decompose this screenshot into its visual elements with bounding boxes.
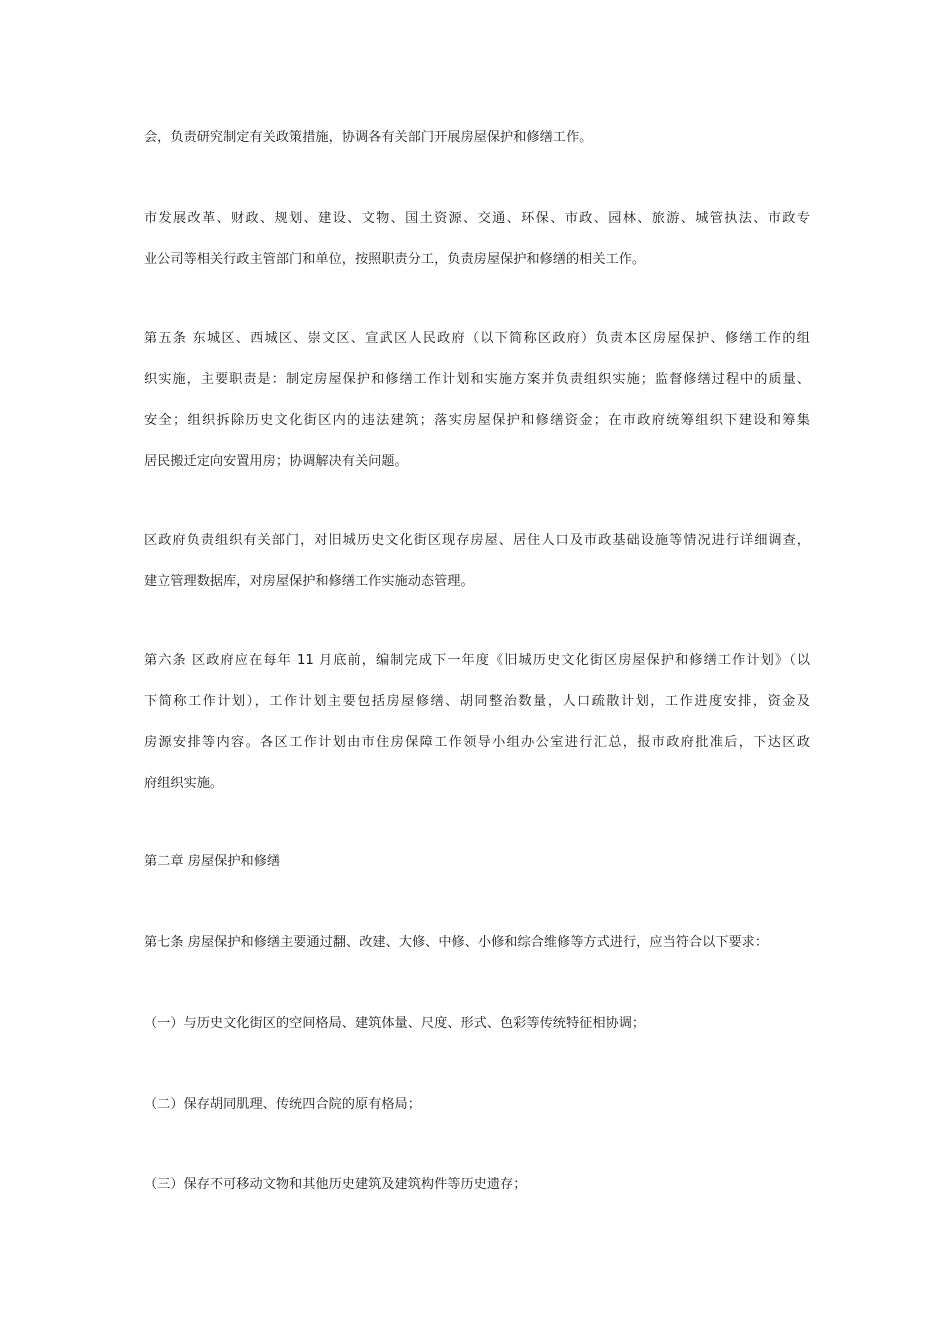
paragraph-line: 府组织实施。 xyxy=(144,776,224,791)
paragraph-line: 区政府负责组织有关部门，对旧城历史文化街区现存房屋、居住人口及市政基础设施等情况进行详细调查， xyxy=(144,533,810,548)
paragraph-line: 市发展改革、财政、规划、建设、文物、国土资源、交通、环保、市政、园林、旅游、城管执法、市政专 xyxy=(144,211,810,226)
paragraph-line: 第五条 东城区、西城区、崇文区、宣武区人民政府（以下简称区政府）负责本区房屋保护、修缮工作的组 xyxy=(144,331,810,346)
paragraph-line: 业公司等相关行政主管部门和单位，按照职责分工，负责房屋保护和修缮的相关工作。 xyxy=(144,252,646,267)
list-item-line: （三）保存不可移动文物和其他历史建筑及建筑构件等历史遗存； xyxy=(144,1177,527,1192)
paragraph-line: 建立管理数据库，对房屋保护和修缮工作实施动态管理。 xyxy=(144,574,474,589)
paragraph-2 xyxy=(144,198,810,280)
article-5-paragraph xyxy=(144,318,810,482)
paragraph-line: 下简称工作计划），工作计划主要包括房屋修缮、胡同整治数量，人口疏散计划，工作进度安排，资金及 xyxy=(144,694,810,709)
paragraph-line: 会，负责研究制定有关政策措施，协调各有关部门开展房屋保护和修缮工作。 xyxy=(144,130,593,145)
article-6-paragraph xyxy=(144,640,810,804)
paragraph-4 xyxy=(144,520,810,602)
paragraph-line: 房源安排等内容。各区工作计划由市住房保障工作领导小组办公室进行汇总，报市政府批准后，下达区政 xyxy=(144,735,810,750)
paragraph-line: 第七条 房屋保护和修缮主要通过翻、改建、大修、中修、小修和综合维修等方式进行，应当符合以下要求： xyxy=(144,935,769,950)
paragraph-1 xyxy=(144,117,810,158)
paragraph-line: 织实施，主要职责是：制定房屋保护和修缮工作计划和实施方案并负责组织实施；监督修缮过程中的质量、 xyxy=(144,372,810,387)
list-item-line: （一）与历史文化街区的空间格局、建筑体量、尺度、形式、色彩等传统特征相协调； xyxy=(144,1016,646,1031)
paragraph-line: 安全；组织拆除历史文化街区内的违法建筑；落实房屋保护和修缮资金；在市政府统筹组织下建设和筹集 xyxy=(144,413,810,428)
list-item-line: （二）保存胡同肌理、传统四合院的原有格局； xyxy=(144,1097,421,1112)
list-item-3 xyxy=(144,1164,810,1205)
list-item-2 xyxy=(144,1084,810,1125)
chapter-heading-line: 第二章 房屋保护和修缮 xyxy=(144,854,281,869)
list-item-1 xyxy=(144,1003,810,1044)
chapter-2-heading xyxy=(144,841,810,882)
paragraph-line: 第六条 区政府应在每年 11 月底前，编制完成下一年度《旧城历史文化街区房屋保护和修缮工作计划》（以 xyxy=(144,653,810,668)
article-7-paragraph xyxy=(144,922,810,963)
paragraph-line: 居民搬迁定向安置用房；协调解决有关问题。 xyxy=(144,454,408,469)
